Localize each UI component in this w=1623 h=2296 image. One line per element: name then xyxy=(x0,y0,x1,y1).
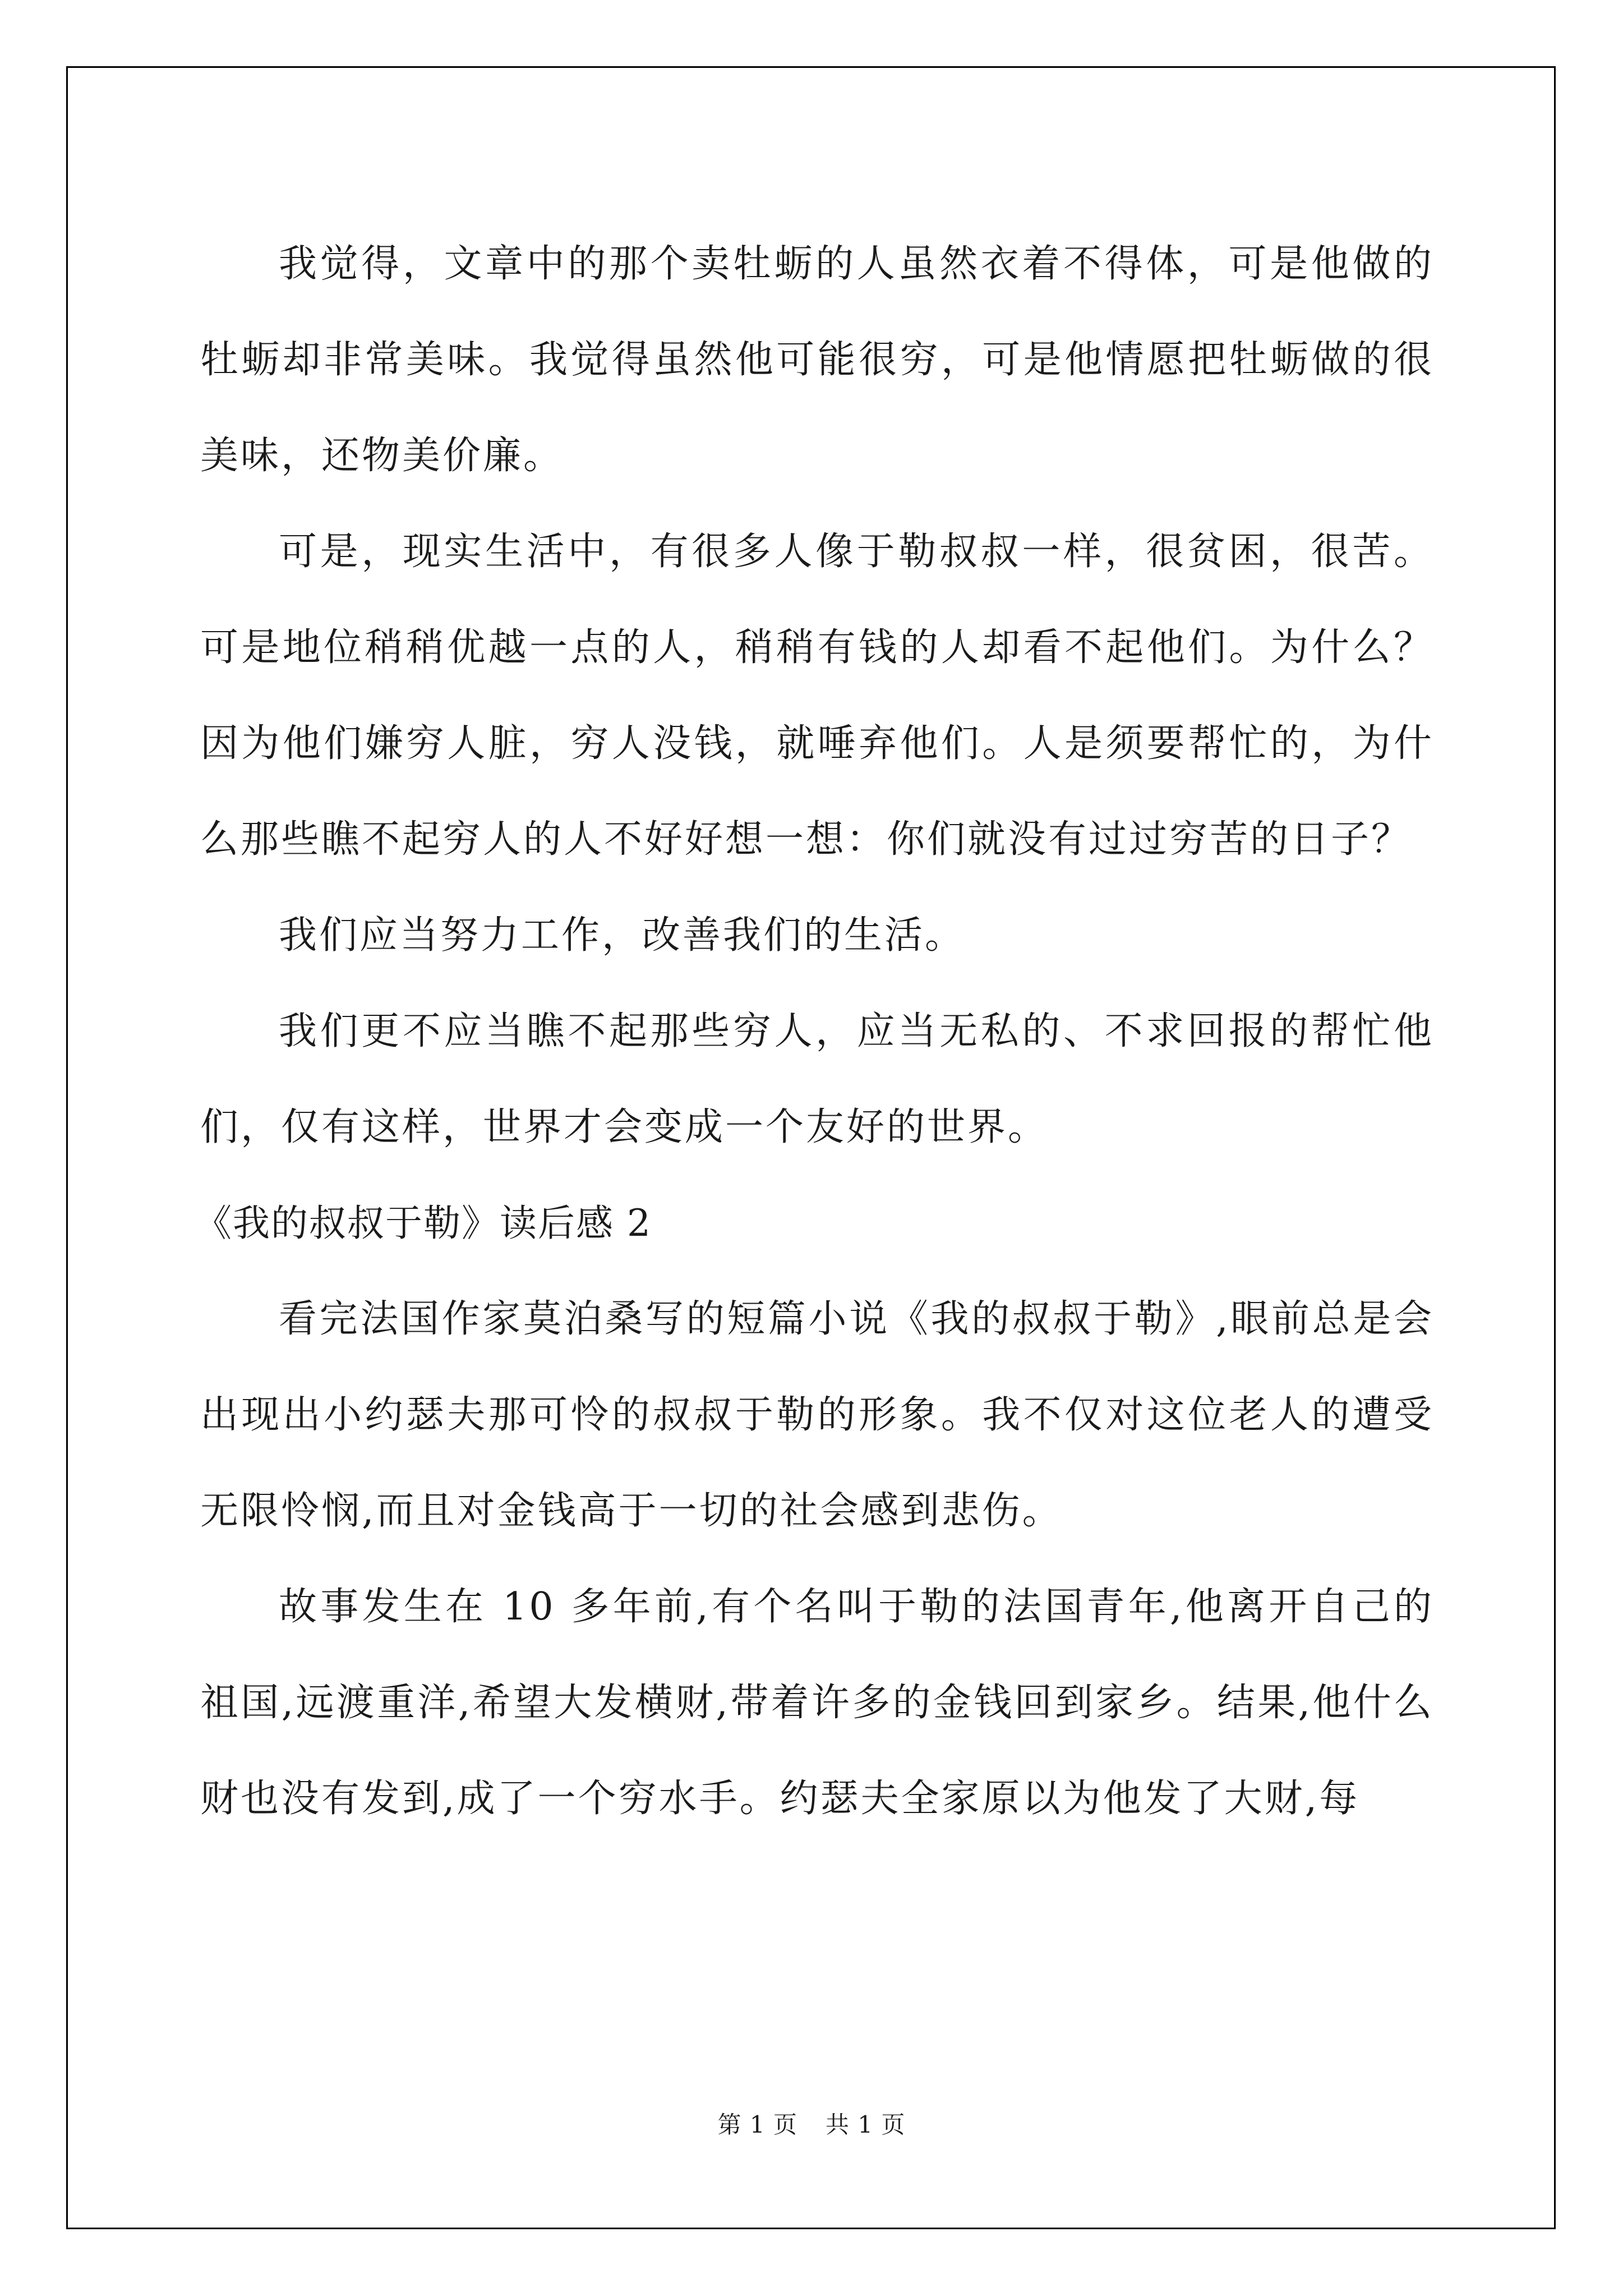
paragraph: 可是，现实生活中，有很多人像于勒叔叔一样，很贫困，很苦。可是地位稍稍优越一点的人，稍稍有钱的人却看不起他们。为什么？因为他们嫌穷人脏，穷人没钱，就唾弃他们。人是须要帮忙的，为什么那些瞧不起穷人的人不好好想一想：你们就没有过过穷苦的日子？ xyxy=(200,530,1434,862)
paragraph: 故事发生在 10 多年前,有个名叫于勒的法国青年,他离开自己的祖国,远渡重洋,希望大发横财,带着许多的金钱回到家乡。结果,他什么财也没有发到,成了一个穷水手。约瑟夫全家原以为他发了大财,每 xyxy=(200,1585,1434,1821)
page-number-current: 第 1 页 xyxy=(717,2111,797,2138)
section-heading: 《我的叔叔于勒》读后感 2 xyxy=(195,1202,652,1245)
paragraph: 我们应当努力工作，改善我们的生活。 xyxy=(279,913,966,958)
paragraph: 看完法国作家莫泊桑写的短篇小说《我的叔叔于勒》,眼前总是会出现出小约瑟夫那可怜的叔叔于勒的形象。我不仅对这位老人的遭受无限怜悯,而且对金钱高于一切的社会感到悲伤。 xyxy=(200,1297,1434,1533)
page-number-total: 共 1 页 xyxy=(826,2111,906,2138)
page-footer xyxy=(0,2106,1623,2140)
document-body xyxy=(195,216,1434,1847)
paragraph: 我觉得，文章中的那个卖牡蛎的人虽然衣着不得体，可是他做的牡蛎却非常美味。我觉得虽然他可能很穷，可是他情愿把牡蛎做的很美味，还物美价廉。 xyxy=(200,242,1434,478)
paragraph: 我们更不应当瞧不起那些穷人，应当无私的、不求回报的帮忙他们，仅有这样，世界才会变成一个友好的世界。 xyxy=(200,1009,1434,1149)
